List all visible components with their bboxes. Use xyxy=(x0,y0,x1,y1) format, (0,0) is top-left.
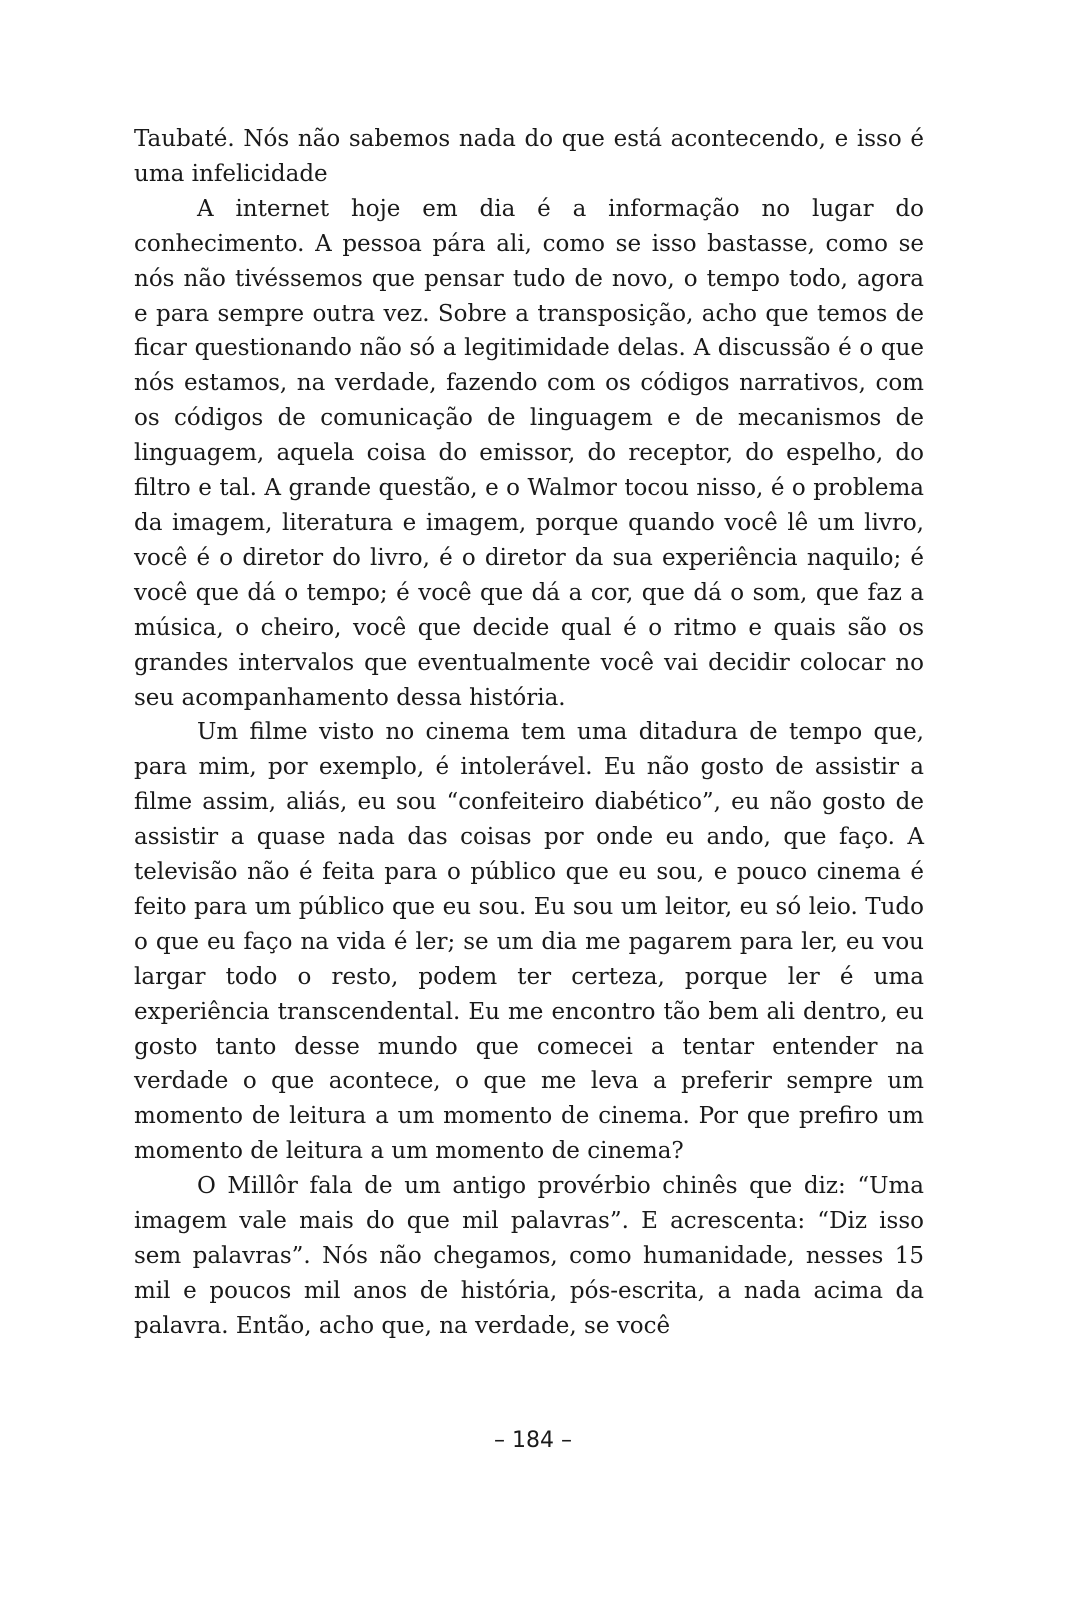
page-number: – 184 – xyxy=(494,1428,572,1453)
paragraph-internet: A internet hoje em dia é a informação no lugar do conhecimento. A pessoa pára ali, como se isso bastasse, como se nós não tivéssemos que pensar tudo de novo, o tempo todo, agora e para sempre outra vez. Sobre a transposição, acho que temos de ficar questionando não só a legitimidade delas. A discussão é o que nós estamos, na verdade, fazendo com os códigos narrativos, com os códigos de comunicação de linguagem e de mecanismos de linguagem, aquela coisa do emissor, do receptor, do espelho, do filtro e tal. A grande questão, e o Walmor tocou nisso, é o problema da imagem, literatura e imagem, porque quando você lê um livro, você é o diretor do livro, é o diretor da sua experiência naquilo; é você que dá o tempo; é você que dá a cor, que dá o som, que faz a música, o cheiro, você que decide qual é o ritmo e quais são os grandes intervalos que eventualmente você vai decidir colocar no seu acompanhamento dessa história. xyxy=(134,195,924,711)
paragraph-continuation: Taubaté. Nós não sabemos nada do que está acontecendo, e isso é uma infelicidade xyxy=(134,126,924,187)
body-text xyxy=(134,122,924,1344)
paragraph-millor: O Millôr fala de um antigo provérbio chinês que diz: “Uma imagem vale mais do que mil palavras”. E acrescenta: “Diz isso sem palavras”. Nós não chegamos, como humanidade, nesses 15 mil e poucos mil anos de história, pós-escrita, a nada acima da palavra. Então, acho que, na verdade, se você xyxy=(134,1173,924,1339)
paragraph-cinema: Um filme visto no cinema tem uma ditadura de tempo que, para mim, por exemplo, é intolerável. Eu não gosto de assistir a filme assim, aliás, eu sou “confeiteiro diabético”, eu não gosto de assistir a quase nada das coisas por onde eu ando, que faço. A televisão não é feita para o público que eu sou, e pouco cinema é feito para um público que eu sou. Eu sou um leitor, eu só leio. Tudo o que eu faço na vida é ler; se um dia me pagarem para ler, eu vou largar todo o resto, podem ter certeza, porque ler é uma experiência transcendental. Eu me encontro tão bem ali dentro, eu gosto tanto desse mundo que comecei a tentar entender na verdade o que acontece, o que me leva a preferir sempre um momento de leitura a um momento de cinema. Por que prefiro um momento de leitura a um momento de cinema? xyxy=(134,719,924,1165)
